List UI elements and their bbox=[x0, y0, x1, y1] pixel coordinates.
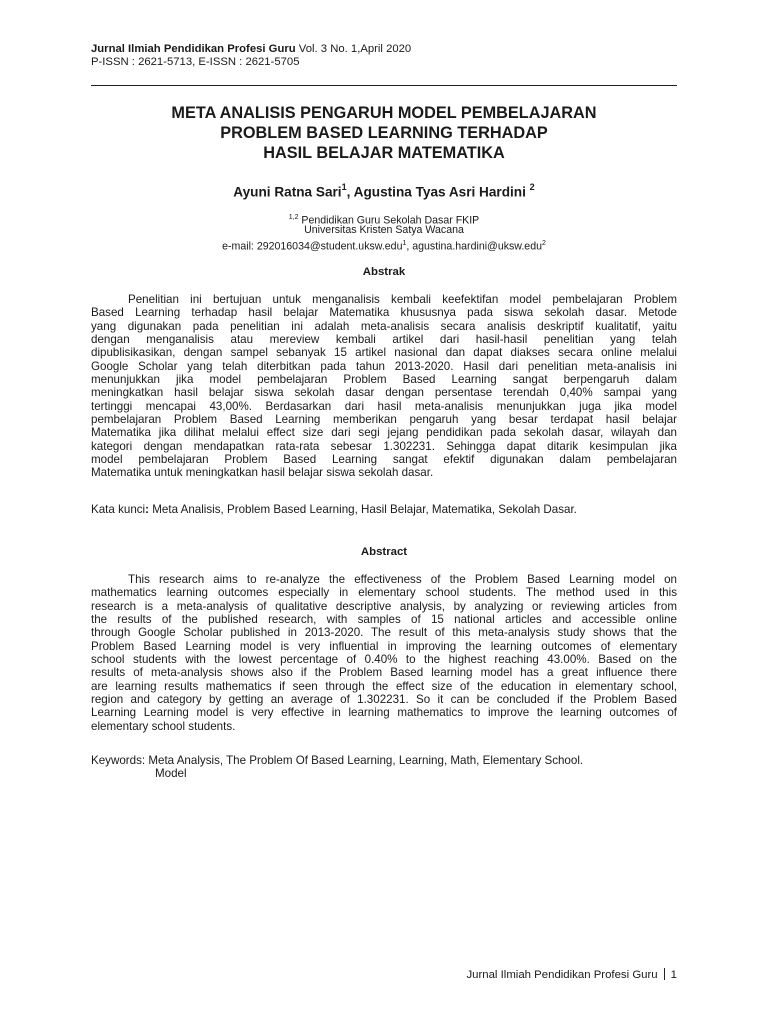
abstrak-line: Matematika untuk meningkatkan hasil belajar siswa sekolah dasar. bbox=[91, 466, 434, 480]
abstrak-heading: Abstrak bbox=[362, 266, 406, 278]
journal-header bbox=[91, 43, 411, 56]
title-line-2: PROBLEM BASED LEARNING TERHADAP bbox=[220, 124, 548, 142]
abstrak-line: kategori dengan mendapatkan rata-rata sebesar 1.302231. Sehingga dapat ditarik kesimpulan jika bbox=[91, 439, 677, 453]
author-2: Agustina Tyas Asri Hardini bbox=[353, 184, 526, 200]
journal-name: Jurnal Ilmiah Pendidikan Profesi Guru bbox=[91, 43, 296, 55]
abstract-line: results of meta-analysis shows also if the Problem Based learning model has a great influence there bbox=[91, 666, 677, 680]
email-1: e-mail: 292016034@student.uksw.edu bbox=[222, 240, 403, 253]
issn-line: P-ISSN : 2621-5713, E-ISSN : 2621-5705 bbox=[91, 56, 300, 68]
department-name: Pendidikan Guru Sekolah Dasar FKIP bbox=[298, 214, 480, 227]
title-line-3: HASIL BELAJAR MATEMATIKA bbox=[263, 144, 505, 162]
abstract-line: school students with the lowest percentage of 0.40% to the highest reaching 43.00%. Based on the bbox=[91, 653, 677, 667]
abstract-line: through Google Scholar published in 2013-2020. The result of this meta-analysis study shows that the bbox=[91, 626, 677, 640]
paper-title bbox=[91, 103, 677, 163]
affiliation-university: Universitas Kristen Satya Wacana bbox=[304, 224, 464, 236]
abstrak-line: pembelajaran Problem Based Learning memberikan pengaruh yang besar terdapat hasil belajar bbox=[91, 413, 677, 427]
page-number: 1 bbox=[670, 969, 677, 981]
abstract-line: Learning Learning model is very effective in learning mathematics to improve the learning outcomes of bbox=[91, 706, 677, 720]
kata-kunci-colon: : bbox=[145, 503, 150, 516]
abstrak-line: Google Scholar yang telah diterbitkan pada tahun 2013-2020. Hasil dari penelitian meta-analisis ini bbox=[91, 359, 677, 373]
abstract-line: Problem Based Learning model is very influential in improving the learning outcomes of elementary bbox=[91, 639, 677, 653]
abstrak-line: Penelitian ini bertujuan untuk menganalisis kembali keefektifan model pembelajaran Problem bbox=[128, 293, 677, 306]
abstrak-line: Matematika jika dilihat melalui effect size dari segi jejang pendidikan pada sekolah dasar, wilayah dan bbox=[91, 426, 677, 440]
affiliation-mark: 1,2 bbox=[288, 214, 299, 221]
affiliation-email bbox=[91, 237, 677, 254]
email-2-mark: 2 bbox=[541, 240, 546, 247]
email-2: , agustina.hardini@uksw.edu bbox=[406, 240, 542, 253]
author-list bbox=[91, 180, 677, 201]
abstract-line: This research aims to re-analyze the effectiveness of the Problem Based Learning model on bbox=[128, 573, 677, 586]
abstrak-line: dengan menganalisis atau mereview kembali artikel dari hasil-hasil penelitian yang telah bbox=[91, 333, 677, 347]
kata-kunci-label: Kata kunci bbox=[91, 503, 146, 516]
abstrak-line: dipublisikasikan, dengan sampel sebanyak 15 artikel nasional dan dapat diakses secara online melalui bbox=[91, 346, 677, 360]
author-2-affiliation-mark: 2 bbox=[529, 182, 535, 192]
author-separator: , bbox=[346, 184, 354, 200]
keywords-line-2: Model bbox=[155, 767, 187, 780]
abstrak-line: menunjukkan jika model pembelajaran Problem Based Learning sangat berpengaruh dalam bbox=[91, 373, 677, 387]
email-1-mark: 1 bbox=[402, 240, 407, 247]
abstract-line: mathematics learning outcomes especially in elementary school students. The method used in this bbox=[91, 586, 677, 600]
abstract-line: elementary school students. bbox=[91, 719, 236, 733]
author-1-affiliation-mark: 1 bbox=[341, 182, 347, 192]
journal-volume: Vol. 3 No. 1,April 2020 bbox=[298, 43, 412, 55]
abstrak-line: Based Learning terhadap hasil belajar Matematika khususnya pada siswa sekolah dasar. Metode bbox=[91, 306, 677, 320]
header-divider bbox=[91, 85, 677, 86]
title-line-1: META ANALISIS PENGARUH MODEL PEMBELAJARAN bbox=[171, 104, 597, 122]
abstrak-line: tertinggi mencapai 43,00%. Berdasarkan dari hasil meta-analisis menunjukkan juga jika model bbox=[91, 399, 677, 413]
abstract-line: region and category by getting an average of 1.302231. So it can be concluded if the Problem Based bbox=[91, 693, 677, 707]
abstract-line: research is a meta-analysis of qualitative descriptive analysis, by analyzing or reviewing articles from bbox=[91, 599, 677, 613]
abstract-heading: Abstract bbox=[360, 546, 408, 558]
abstract-body bbox=[91, 573, 677, 733]
author-1: Ayuni Ratna Sari bbox=[233, 184, 342, 200]
kata-kunci bbox=[91, 503, 677, 516]
footer-journal-name: Jurnal Ilmiah Pendidikan Profesi Guru bbox=[466, 969, 658, 981]
abstrak-line: model pembelajaran Problem Based Learning sangat efektif digunakan dalam pembelajaran bbox=[91, 453, 677, 467]
footer-divider bbox=[664, 968, 665, 980]
abstrak-line: yang digunakan pada penelitian ini adalah meta-analisis secara analisis deskriptif kualitatif, yaitu bbox=[91, 319, 677, 333]
abstract-line: the results of the published research, with samples of 15 national articles and accessible online bbox=[91, 613, 677, 627]
keywords-line-1: Keywords: Meta Analysis, The Problem Of Based Learning, Learning, Math, Elementary School. bbox=[91, 754, 584, 767]
abstrak-body bbox=[91, 293, 677, 480]
page-footer bbox=[466, 968, 677, 982]
abstract-line: are learning results mathematics if seen through the effect size of the education in elementary school, bbox=[91, 679, 677, 693]
abstrak-line: meningkatkan hasil belajar siswa sekolah dasar dengan persentase terendah 0,40% sampai yang bbox=[91, 386, 677, 400]
kata-kunci-text: Meta Analisis, Problem Based Learning, Hasil Belajar, Matematika, Sekolah Dasar. bbox=[149, 503, 577, 516]
